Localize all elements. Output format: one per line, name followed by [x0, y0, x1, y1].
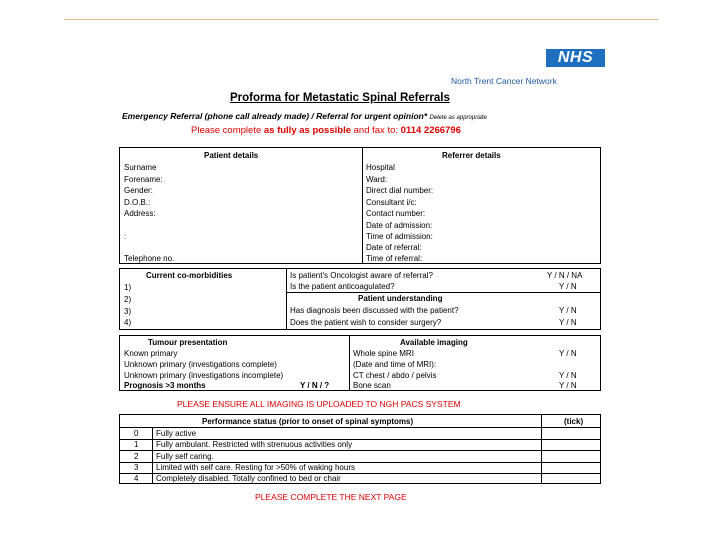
performance-status-section	[119, 414, 601, 484]
forename-field[interactable]: Forename:	[124, 175, 163, 184]
oncologist-aware-options[interactable]: Y / N / NA	[547, 271, 583, 280]
known-primary[interactable]: Known primary	[124, 349, 178, 358]
date-referral-field[interactable]: Date of referral:	[366, 243, 422, 252]
imaging-mri-options[interactable]: Y / N	[559, 349, 577, 358]
ps-row-1-text: Fully ambulant. Restricted with strenuous activities only	[156, 440, 353, 449]
direct-dial-field[interactable]: Direct dial number:	[366, 186, 434, 195]
prognosis-label: Prognosis >3 months	[124, 381, 206, 390]
anticoagulated-options[interactable]: Y / N	[559, 282, 577, 291]
ps-row-2-num: 2	[134, 452, 139, 461]
gender-field[interactable]: Gender:	[124, 186, 153, 195]
time-referral-field[interactable]: Time of referral:	[366, 254, 423, 263]
date-admission-field[interactable]: Date of admission:	[366, 221, 433, 230]
imaging-mri: Whole spine MRI	[353, 349, 414, 358]
comorbidity-2[interactable]: 2)	[124, 295, 132, 304]
patient-understanding-heading: Patient understanding	[358, 294, 443, 303]
ward-field[interactable]: Ward:	[366, 175, 388, 184]
referrer-details-heading: Referrer details	[442, 151, 501, 160]
comorbidities-section	[119, 268, 601, 330]
performance-heading: Performance status (prior to onset of spinal symptoms)	[202, 417, 414, 426]
instruction-pre: Please complete	[191, 125, 264, 136]
patient-referrer-section	[119, 147, 601, 264]
ps-row-4-num: 4	[134, 474, 139, 483]
tick-heading: (tick)	[564, 417, 584, 426]
patient-details-heading: Patient details	[204, 151, 259, 160]
comorbidity-4[interactable]: 4)	[124, 318, 132, 327]
anticoagulated-question: Is the patient anticoagulated?	[290, 282, 395, 291]
fax-number: 0114 2266796	[400, 125, 461, 136]
imaging-ct: CT chest / abdo / pelvis	[353, 371, 437, 380]
ps-row-0-text: Fully active	[156, 429, 197, 438]
ps-row-1-tick[interactable]	[542, 440, 600, 450]
nhs-logo: NHS	[546, 49, 605, 67]
dob-field[interactable]: D.O.B.:	[124, 198, 151, 207]
diagnosis-discussed-options[interactable]: Y / N	[559, 306, 577, 315]
instruction-mid: and fax to:	[351, 125, 401, 136]
comorbidities-heading: Current co-morbidities	[146, 271, 233, 280]
ps-row-3-num: 3	[134, 463, 139, 472]
address-line[interactable]: :	[124, 232, 127, 241]
referral-type	[122, 111, 487, 121]
top-rule	[64, 19, 658, 20]
ps-row-3-tick[interactable]	[542, 463, 600, 473]
consultant-field[interactable]: Consultant i/c:	[366, 198, 417, 207]
referral-type-text: Emergency Referral (phone call already made) / Referral for urgent opinion*	[122, 111, 428, 121]
unknown-primary-incomplete[interactable]: Unknown primary (investigations incomplete)	[124, 371, 284, 380]
telephone-field[interactable]: Telephone no.	[124, 254, 175, 263]
comorbidity-1[interactable]: 1)	[124, 283, 132, 292]
prognosis-options[interactable]: Y / N / ?	[300, 381, 330, 390]
ps-row-4-text: Completely disabled. Totally confined to bed or chair	[156, 474, 341, 483]
tumour-imaging-section	[119, 335, 601, 391]
imaging-bone-scan: Bone scan	[353, 381, 391, 390]
ps-row-0-tick[interactable]	[542, 428, 600, 438]
instruction-bold: as fully as possible	[263, 125, 351, 136]
next-page-notice: PLEASE COMPLETE THE NEXT PAGE	[255, 492, 407, 502]
imaging-ct-options[interactable]: Y / N	[559, 371, 577, 380]
ps-row-2-tick[interactable]	[542, 451, 600, 461]
imaging-notice: PLEASE ENSURE ALL IMAGING IS UPLOADED TO NGH PACS SYSTEM	[177, 399, 461, 409]
ps-row-0-num: 0	[134, 429, 139, 438]
surname-field[interactable]: Surname	[124, 163, 157, 172]
consider-surgery-options[interactable]: Y / N	[559, 318, 577, 327]
imaging-bone-scan-options[interactable]: Y / N	[559, 381, 577, 390]
fax-instruction	[191, 125, 461, 136]
ps-row-1-num: 1	[134, 440, 139, 449]
diagnosis-discussed-question: Has diagnosis been discussed with the patient?	[290, 306, 459, 315]
consider-surgery-question: Does the patient wish to consider surgery?	[290, 318, 442, 327]
imaging-mri-date[interactable]: (Date and time of MRI):	[353, 360, 437, 369]
delete-note: Delete as appropriate	[429, 115, 487, 121]
ps-row-4-tick[interactable]	[542, 474, 600, 483]
time-admission-field[interactable]: Time of admission:	[366, 232, 433, 241]
comorbidity-3[interactable]: 3)	[124, 307, 132, 316]
network-name: North Trent Cancer Network	[451, 76, 557, 86]
oncologist-aware-question: Is patient's Oncologist aware of referral?	[290, 271, 433, 280]
ps-row-2-text: Fully self caring.	[156, 452, 214, 461]
unknown-primary-complete[interactable]: Unknown primary (investigations complete)	[124, 360, 277, 369]
tumour-presentation-heading: Tumour presentation	[148, 338, 228, 347]
address-field[interactable]: Address:	[124, 209, 156, 218]
ps-row-3-text: Limited with self care. Resting for >50% of waking hours	[156, 463, 355, 472]
contact-number-field[interactable]: Contact number:	[366, 209, 426, 218]
available-imaging-heading: Available imaging	[400, 338, 468, 347]
page-title: Proforma for Metastatic Spinal Referrals	[230, 92, 450, 104]
hospital-field[interactable]: Hospital	[366, 163, 395, 172]
